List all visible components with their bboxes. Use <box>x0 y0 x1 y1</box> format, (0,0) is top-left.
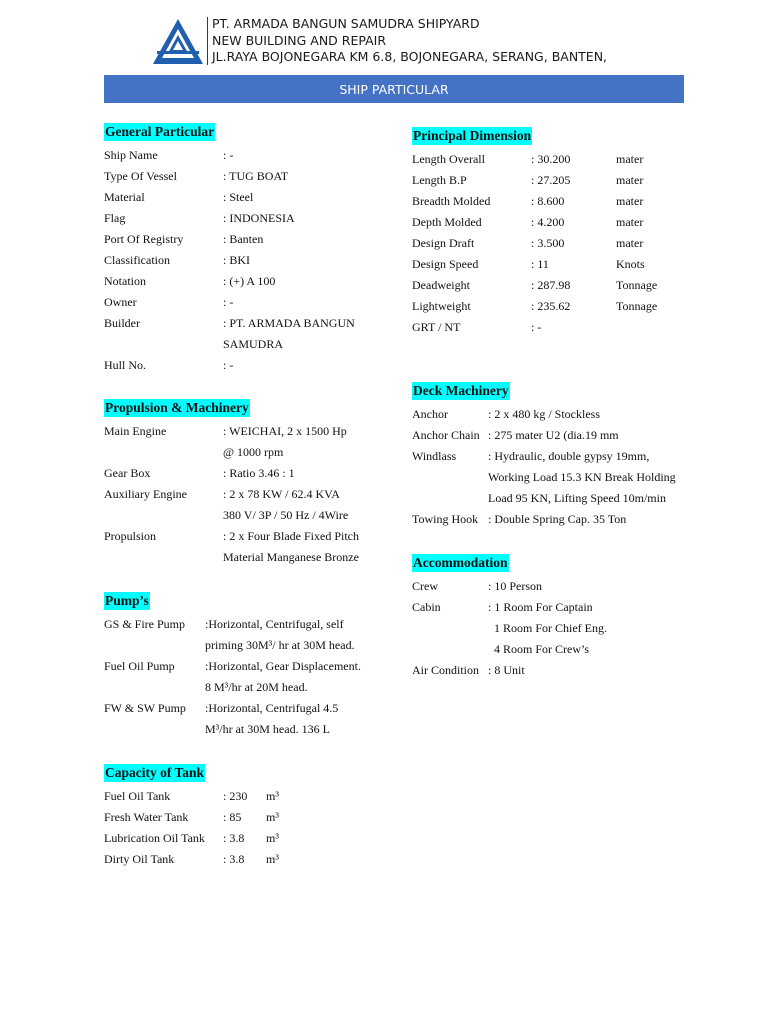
section-title-propulsion: Propulsion & Machinery <box>105 400 249 415</box>
section-title-dimension: Principal Dimension <box>413 128 532 143</box>
header-divider <box>207 17 208 65</box>
section-title-pumps: Pump’s <box>105 593 149 608</box>
company-name: PT. ARMADA BANGUN SAMUDRA SHIPYARD <box>212 16 480 31</box>
section-title-general: General Particular <box>105 124 215 139</box>
company-address: JL.RAYA BOJONEGARA KM 6.8, BOJONEGARA, SERANG, BANTEN, <box>212 49 608 64</box>
shipyard-logo <box>152 18 204 66</box>
company-tagline: NEW BUILDING AND REPAIR <box>212 32 387 48</box>
company-header <box>212 16 607 66</box>
section-title-accommodation: Accommodation <box>413 555 508 570</box>
section-title-deck: Deck Machinery <box>413 383 509 398</box>
section-title-tanks: Capacity of Tank <box>105 765 205 780</box>
banner-title: SHIP PARTICULAR <box>104 75 684 103</box>
